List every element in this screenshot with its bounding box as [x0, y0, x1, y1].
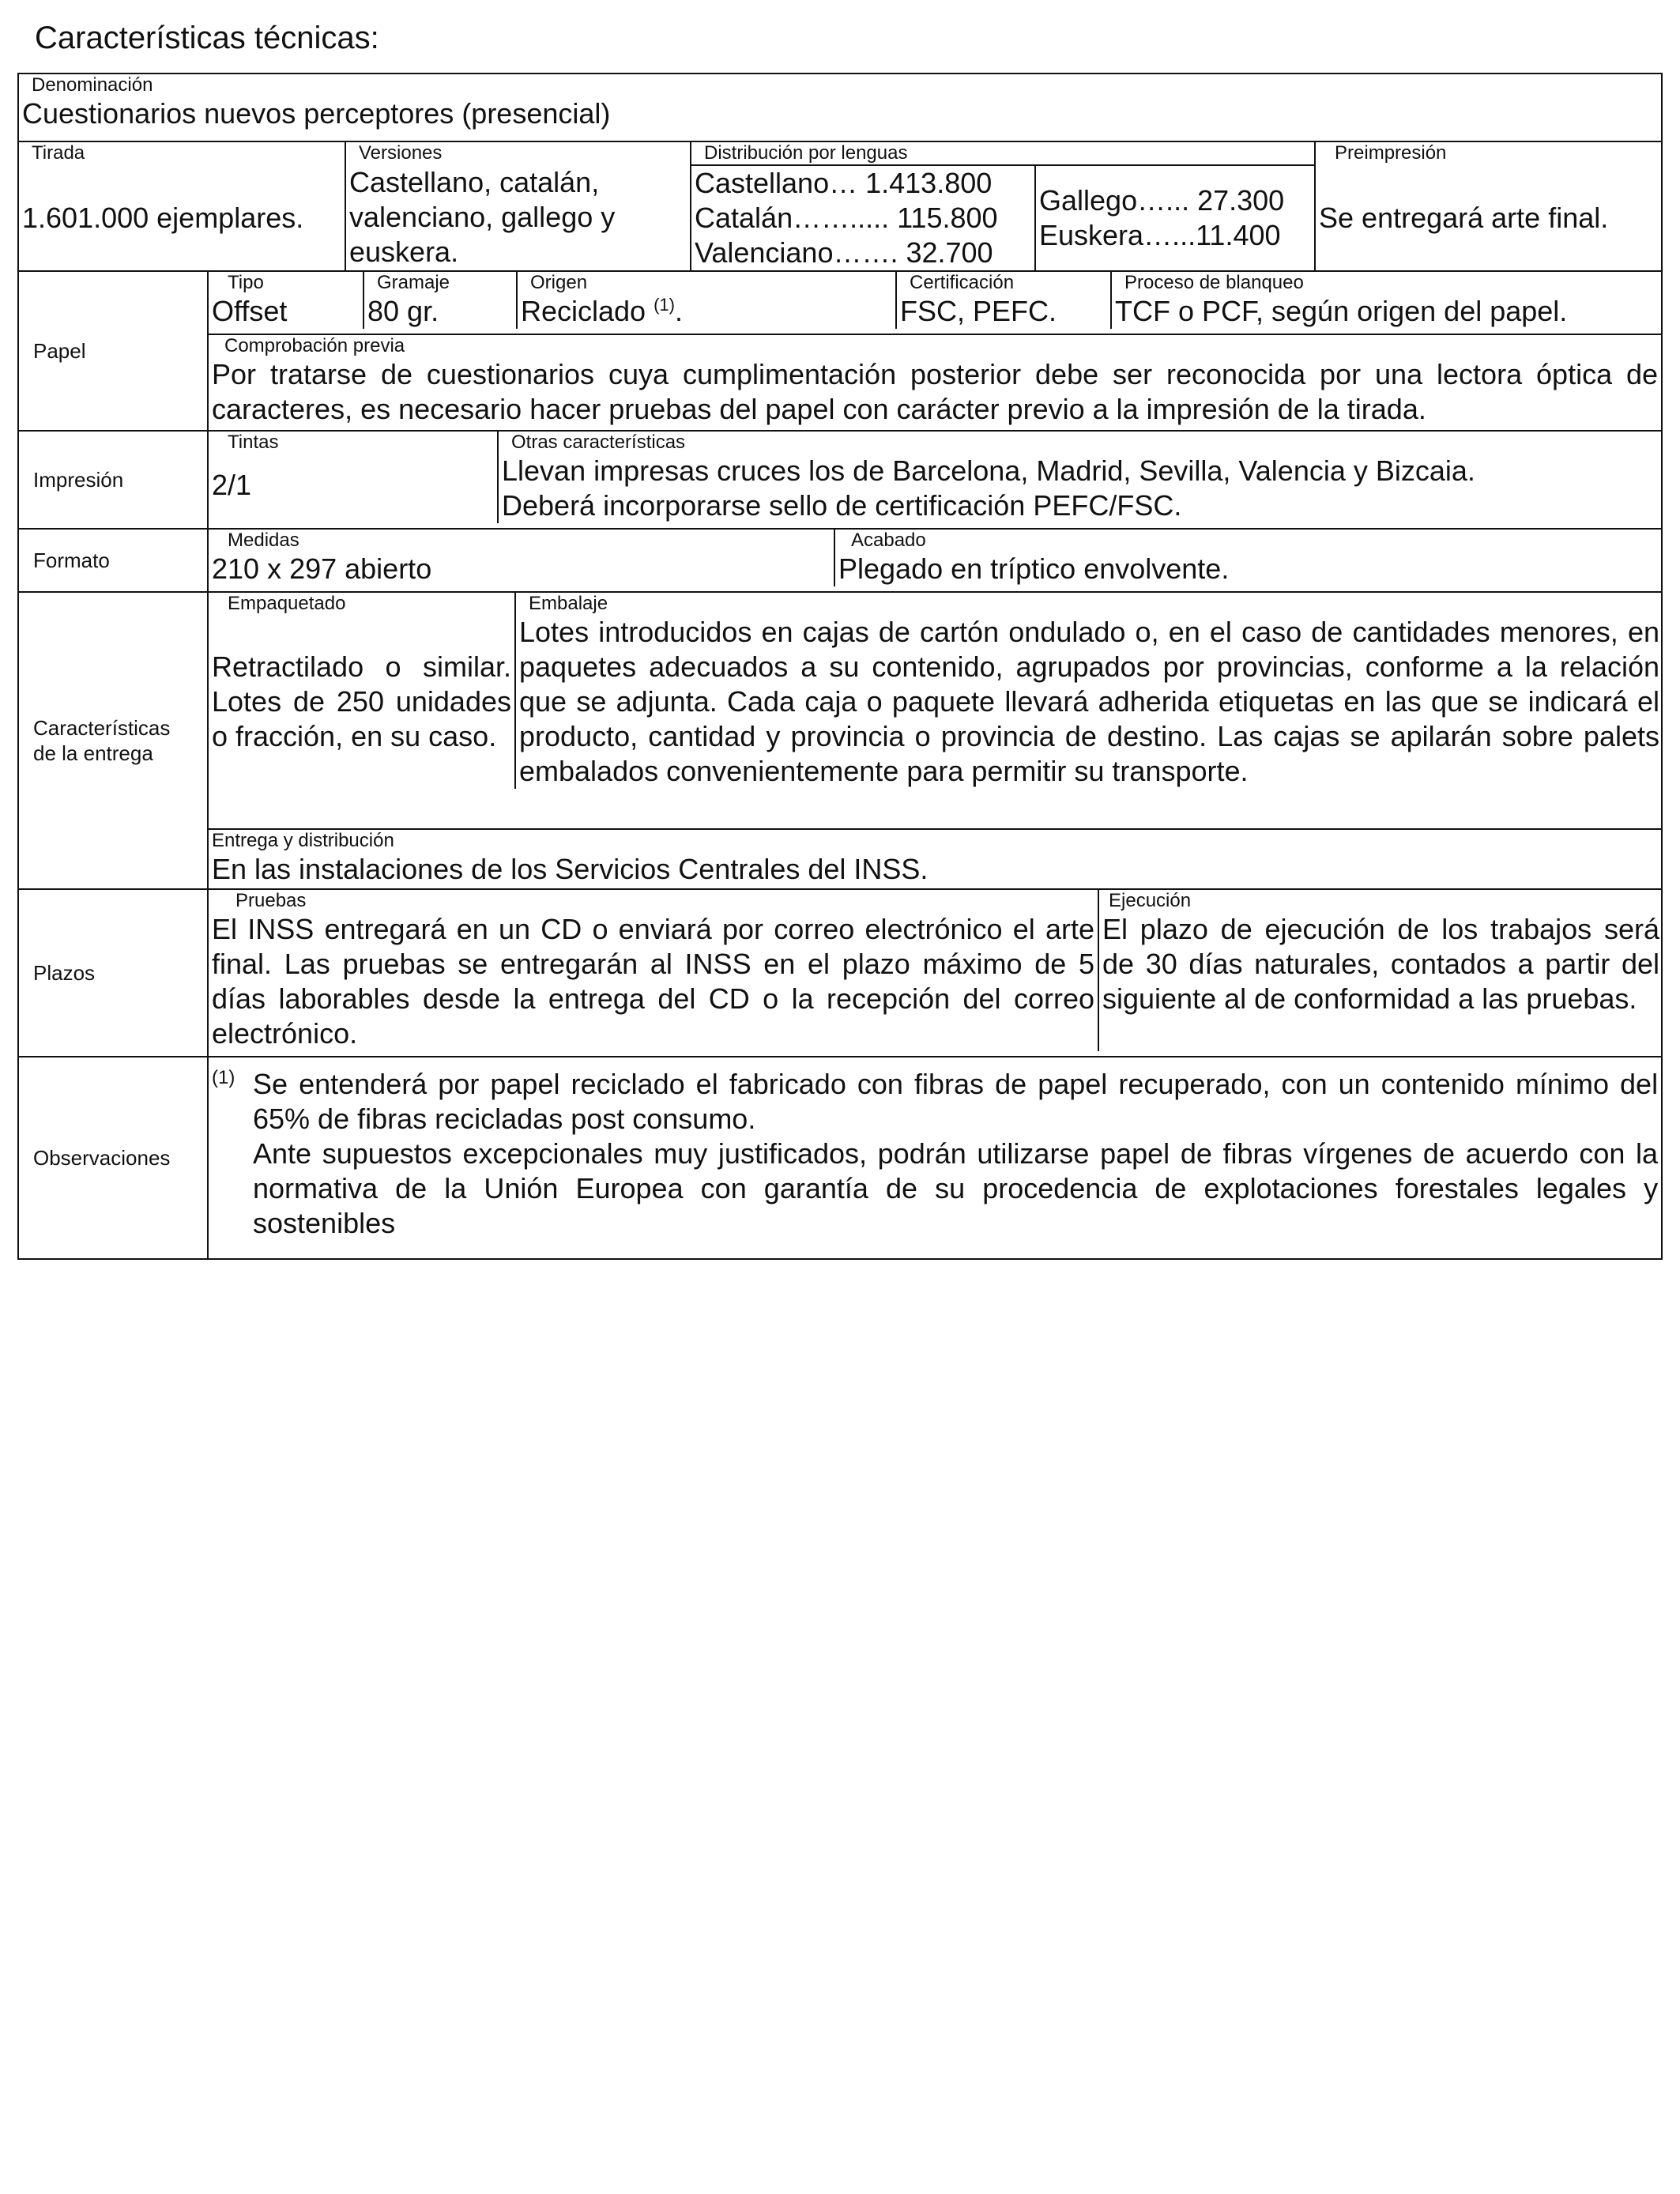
- papel-gramaje-cell: [363, 272, 517, 329]
- observaciones-note: [212, 1067, 1658, 1137]
- papel-tipo-label: Tipo: [228, 272, 264, 293]
- versiones-value-cell: [345, 165, 691, 270]
- versiones-value: Castellano, catalán, valenciano, gallego y euskera.: [349, 166, 616, 268]
- versiones-label: Versiones: [359, 142, 443, 164]
- papel-origen-cell: [517, 272, 896, 329]
- note-reference: (1): [654, 295, 675, 315]
- impresion-tintas-value: 2/1: [212, 469, 252, 501]
- papel-certificacion-cell: [896, 272, 1111, 329]
- distribucion-col1: [691, 165, 1035, 270]
- entrega-empaquetado-label: Empaquetado: [228, 593, 346, 614]
- entrega-distribucion-cell: [208, 829, 1662, 889]
- formato-row-label: Formato: [18, 529, 208, 592]
- denominacion-value: Cuestionarios nuevos perceptores (presencial): [22, 97, 611, 130]
- distribucion-col2: [1035, 165, 1315, 270]
- papel-comprobacion-cell: [208, 334, 1662, 431]
- preimpresion-value-cell: [1315, 165, 1662, 270]
- distribucion-catalan: Catalán……..... 115.800: [695, 202, 998, 234]
- papel-origen-suffix: .: [675, 295, 684, 327]
- technical-specs-table: [17, 73, 1661, 1260]
- observaciones-cell: [208, 1057, 1662, 1259]
- impresion-content: [208, 431, 1662, 529]
- formato-medidas-label: Medidas: [228, 530, 299, 551]
- formato-medidas-cell: [209, 530, 834, 586]
- distribucion-gallego: Gallego…... 27.300: [1039, 184, 1285, 217]
- impresion-otras-label: Otras características: [511, 432, 686, 453]
- preimpresion-label: Preimpresión: [1335, 142, 1447, 164]
- papel-blanqueo-value: TCF o PCF, según origen del papel.: [1115, 295, 1568, 327]
- plazos-ejecucion-cell: [1098, 890, 1662, 1051]
- formato-medidas-value: 210 x 297 abierto: [212, 552, 432, 585]
- denominacion-cell: [18, 74, 1662, 141]
- tirada-value: 1.601.000 ejemplares.: [22, 201, 304, 234]
- preimpresion-header: [1315, 142, 1662, 165]
- denominacion-label: Denominación: [32, 74, 153, 96]
- papel-certificacion-label: Certificación: [910, 272, 1015, 293]
- impresion-tintas-cell: [209, 432, 498, 523]
- tirada-value-cell: [19, 165, 345, 270]
- papel-comprobacion-value: Por tratarse de cuestionarios cuya cumplimentación posterior debe ser reconocida por una lectora óptica de caracteres, es necesario hacer pruebas del papel con carácter previo a la impresión de la tirada.: [212, 358, 1659, 425]
- papel-blanqueo-label: Proceso de blanqueo: [1124, 272, 1304, 293]
- papel-gramaje-label: Gramaje: [377, 272, 450, 293]
- plazos-ejecucion-label: Ejecución: [1109, 890, 1192, 911]
- entrega-row-label: [18, 592, 208, 889]
- versiones-cell: [345, 142, 691, 165]
- entrega-row-label-line2: de la entrega: [33, 741, 153, 765]
- tirada-label: Tirada: [32, 142, 85, 164]
- papel-row-label: Papel: [18, 271, 208, 431]
- distribucion-valenciano: Valenciano……. 32.700: [695, 236, 993, 269]
- tirada-cell: [19, 142, 345, 165]
- papel-gramaje-value: 80 gr.: [367, 295, 439, 327]
- observaciones-para1: Se entenderá por papel reciclado el fabricado con fibras de papel recuperado, con un contenido mínimo del 65% de fibras recicladas post consumo.: [253, 1068, 1659, 1135]
- entrega-embalaje-value: Lotes introducidos en cajas de cartón ondulado o, en el caso de cantidades menores, en paquetes adecuados a su contenido, agrupados por provincias, conforme a la relación que se adjunta. Cada caja o paquete llevará adherida etiquetas en las que se indicará el producto, cantidad y provincia o provincia de destino. Las cajas se apilarán sobre palets embalados convenientemente para permitir su transporte.: [519, 616, 1659, 787]
- papel-origen-value-line: [521, 294, 892, 329]
- papel-blanqueo-cell: [1111, 272, 1662, 329]
- plazos-pruebas-value: El INSS entregará en un CD o enviará por correo electrónico el arte final. Las pruebas se entregarán al INSS en el plazo máximo de 5 días laborables desde la entrega del CD o la recepción del correo electrónico.: [212, 913, 1094, 1050]
- papel-origen-label: Origen: [530, 272, 588, 293]
- plazos-ejecucion-value: El plazo de ejecución de los trabajos será de 30 días naturales, contados a partir del siguiente al de conformidad a las pruebas.: [1102, 913, 1659, 1015]
- plazos-pruebas-cell: [209, 890, 1098, 1051]
- impresion-otras-line1: Llevan impresas cruces los de Barcelona, Madrid, Sevilla, Valencia y Bizcaia.: [502, 454, 1475, 487]
- formato-acabado-cell: [834, 530, 1662, 586]
- page-title: Características técnicas:: [35, 21, 379, 55]
- observaciones-para2: Ante supuestos excepcionales muy justificados, podrán utilizarse papel de fibras vírgenes de acuerdo con la normativa de la Unión Europea con garantía de su procedencia de explotaciones forestales legales y sostenibles: [253, 1137, 1659, 1239]
- impresion-otras-cell: [498, 432, 1662, 523]
- impresion-row-label: Impresión: [18, 431, 208, 529]
- entrega-distribucion-label: Entrega y distribución: [212, 830, 394, 851]
- papel-certificacion-value: FSC, PEFC.: [900, 295, 1057, 327]
- distribucion-euskera: Euskera…...11.400: [1039, 219, 1281, 251]
- papel-comprobacion-label: Comprobación previa: [224, 335, 405, 356]
- papel-origen-value: Reciclado: [521, 295, 646, 327]
- tirada-row: [18, 141, 1662, 271]
- distribucion-label: Distribución por lenguas: [704, 142, 908, 164]
- impresion-tintas-label: Tintas: [228, 432, 279, 453]
- formato-acabado-label: Acabado: [851, 530, 926, 551]
- observaciones-note-mark: (1): [212, 1067, 235, 1088]
- entrega-empaquetado-value: Retractilado o similar. Lotes de 250 unidades o fracción, en su caso.: [212, 650, 511, 752]
- formato-content: [208, 529, 1662, 592]
- preimpresion-value: Se entregará arte final.: [1319, 201, 1609, 234]
- distribucion-castellano: Castellano… 1.413.800: [695, 167, 993, 199]
- entrega-distribucion-value: En las instalaciones de los Servicios Centrales del INSS.: [212, 853, 929, 885]
- entrega-empaquetado-cell: [209, 593, 515, 789]
- entrega-embalaje-cell: [515, 593, 1662, 789]
- papel-tipo-cell: [209, 272, 363, 329]
- observaciones-row-label: Observaciones: [18, 1057, 208, 1259]
- impresion-otras-line2: Deberá incorporarse sello de certificación PEFC/FSC.: [502, 489, 1182, 522]
- plazos-pruebas-label: Pruebas: [235, 890, 307, 911]
- entrega-row-label-line1: Características: [33, 716, 171, 740]
- formato-acabado-value: Plegado en tríptico envolvente.: [838, 552, 1230, 585]
- papel-specs-row: [208, 271, 1662, 334]
- entrega-content: [208, 592, 1662, 829]
- papel-tipo-value: Offset: [212, 295, 288, 327]
- distribucion-header: [691, 142, 1315, 165]
- plazos-content: [208, 889, 1662, 1057]
- entrega-embalaje-label: Embalaje: [529, 593, 608, 614]
- plazos-row-label: Plazos: [18, 889, 208, 1057]
